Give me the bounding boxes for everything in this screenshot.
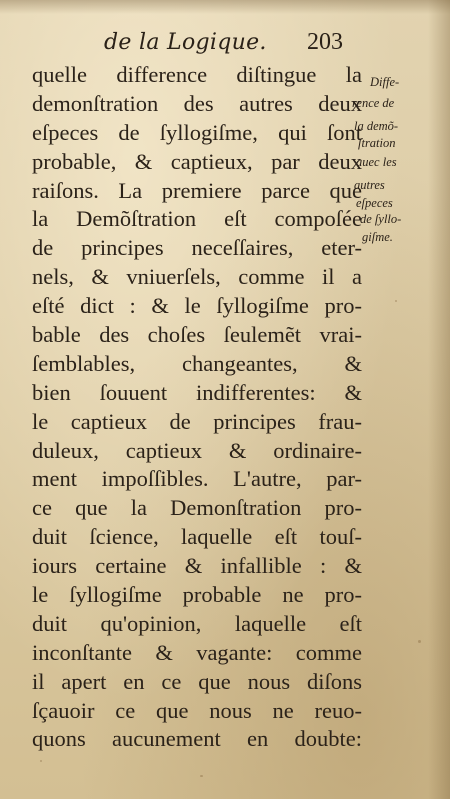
paper-speck (40, 760, 42, 762)
margin-note-line: de ſyllo- (360, 212, 402, 226)
page-header (0, 30, 450, 60)
text-line: la Demõſtration eſt compoſée (32, 206, 362, 232)
text-line: duit ſcience, laquelle eſt touſ- (32, 524, 362, 550)
text-line: le captieux de principes frau- (32, 408, 362, 434)
text-line: quons aucunement en doubte: (32, 726, 362, 752)
text-line: iours certaine & infallible : & (32, 553, 362, 579)
margin-note-line: eſpeces (356, 196, 393, 210)
text-line: duleux, captieux & ordinaire- (32, 437, 362, 463)
text-line: probable, & captieux, par deux (32, 148, 362, 174)
running-head: de la Logique. (104, 30, 267, 55)
paper-speck (200, 775, 203, 777)
text-line: ſçauoir ce que nous ne reuo- (32, 697, 362, 723)
margin-note-line: rence de (352, 96, 395, 110)
margin-note-line: giſme. (362, 230, 393, 244)
body-text (32, 61, 362, 754)
page-top-shadow (0, 0, 450, 14)
text-line: de principes neceſſaires, eter- (32, 235, 362, 261)
text-line: bien ſouuent indifferentes: & (32, 379, 362, 405)
text-line: ment impoſſibles. L'autre, par- (32, 466, 362, 492)
paper-speck (418, 640, 421, 643)
text-line: ſemblables, changeantes, & (32, 350, 362, 376)
text-line: eſpeces de ſyllogiſme, qui ſont (32, 119, 362, 145)
text-line: nels, & vniuerſels, comme il a (32, 264, 362, 290)
margin-note-line: auec les (356, 155, 397, 169)
margin-note-line: ſtration (358, 136, 396, 150)
paper-speck (395, 300, 397, 302)
page-edge-shadow (428, 0, 450, 799)
text-line: quelle difference diſtingue la (32, 62, 362, 87)
margin-note-line: la demõ- (354, 119, 399, 133)
text-line: eſté dict : & le ſyllogiſme pro- (32, 293, 362, 319)
text-line: ce que la Demonſtration pro- (32, 495, 362, 521)
margin-note-line: autres (354, 178, 385, 192)
text-line: duit qu'opinion, laquelle eſt (32, 610, 362, 636)
text-line: le ſyllogiſme probable ne pro- (32, 582, 362, 608)
text-line: bable des choſes ſeulemẽt vrai- (32, 322, 362, 348)
text-line: inconſtante & vagante: comme (32, 639, 362, 665)
margin-note-line: Diffe- (370, 75, 400, 89)
page-number: 203 (307, 29, 343, 55)
text-line: demonſtration des autres deux (32, 90, 362, 116)
text-line: raiſons. La premiere parce que (32, 177, 362, 203)
text-line: il apert en ce que nous diſons (32, 668, 362, 694)
